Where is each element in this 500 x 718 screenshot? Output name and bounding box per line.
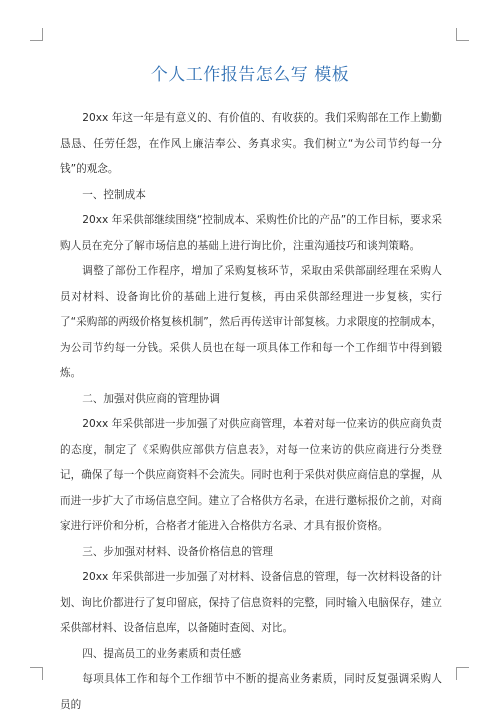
intro-paragraph: 20xx 年这一年是有意义的、有价值的、有收获的。我们采购部在工作上勤勤恳恳、任劳任怨，在作风上廉洁奉公、务真求实。我们树立“为公司节约每一分钱”的观念。 xyxy=(60,112,442,175)
section-heading-2: 二、加强对供应商的管理协调 xyxy=(82,392,220,405)
document-title: 个人工作报告怎么写 模板 xyxy=(150,65,350,85)
document-body xyxy=(60,106,442,718)
crop-mark-bottom-right xyxy=(456,667,469,680)
paragraph: 调整了部份工作程序，增加了采购复核环节，采取由采供部副经理在采购人员对材料、设备询比价的基础上进行复核，再由采供部经理进一步复核，实行了“采购部的两级价格复核机制”，然后再传送审计部复核。力求限度的控制成本，为公司节约每一分钱。采供人员也在每一项具体工作和每一个工作细节中得到锻炼。 xyxy=(60,265,442,379)
crop-mark-top-left xyxy=(30,28,43,41)
paragraph: 20xx 年采供部继续围绕“控制成本、采购性价比的产品”的工作目标，要求采购人员在充分了解市场信息的基础上进行询比价，注重沟通技巧和谈判策略。 xyxy=(60,214,442,252)
crop-mark-bottom-left xyxy=(30,667,43,680)
paragraph: 20xx 年采供部进一步加强了对供应商管理，本着对每一位来访的供应商负责的态度，制定了《采购供应部供方信息表》，对每一位来访的供应商进行分类登记，确保了每一个供应商资料不会流失。同时也利于采供对供应商信息的掌握，从而进一步扩大了市场信息空间。建立了合格供方名录，在进行邀标报价之前，对商家进行评价和分析，合格者才能进入合格供方名录、才具有报价资格。 xyxy=(60,418,442,532)
paragraph: 每项具体工作和每个工作细节中不断的提高业务素质，同时反复强调采购人员的 xyxy=(60,673,442,711)
section-heading-4: 四、提高员工的业务素质和责任感 xyxy=(82,647,242,660)
crop-mark-top-right xyxy=(456,28,469,41)
section-heading-3: 三、步加强对材料、设备价格信息的管理 xyxy=(82,545,273,558)
paragraph: 20xx 年采供部进一步加强了对材料、设备信息的管理，每一次材料设备的计划、询比价都进行了复印留底，保持了信息资料的完整，同时输入电脑保存，建立采供部材料、设备信息库，以备随时查阅、对比。 xyxy=(60,571,442,634)
section-heading-1: 一、控制成本 xyxy=(82,188,146,201)
